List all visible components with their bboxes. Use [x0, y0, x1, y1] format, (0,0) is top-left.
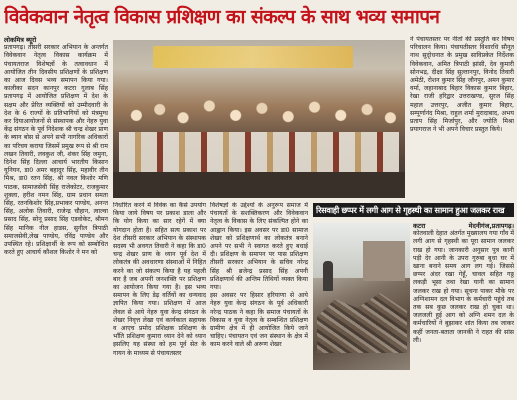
- second-article-text: कोतवाली देहात अंतर्गत मुख्यालय गया गाँव में लगी आग से गृहस्थी का पूरा सामान जलकर राख हो गया। जानकारी अनुसार पुत्र कानी पड़ी देर आनी के उपरा गुरुबा बुधा घर में खाना बनाने समय आग लग गई। जिससे छप्पर अंदर रखा गेहूँ, चावल सहित गठ्ठ लकड़ी भूसा तथा रेखा यानी का सामान जलकर राख हो गया। सूचना पाकर मौके पर अग्निशामन दल विभाग के कर्मचारी पहुंचे तब तक सब कुछ जलकर राख हो चुका था। जलजली हुई आग को अग्नि शमन दल के कर्मचारियों ने बुझाकर शांत किया तब जाकर कहीं जनता-बताता जानकी ने राहत की सांस ली।: [413, 230, 514, 344]
- byline-location: मेदनीगंज,प्रतापगढ़।: [468, 222, 514, 230]
- group-photo: [113, 40, 405, 198]
- floor-carpet: [113, 172, 405, 198]
- fire-photo: [313, 223, 410, 370]
- burnt-rubble: [317, 293, 407, 353]
- byline-place: कटरा: [413, 222, 426, 230]
- person-figure: [323, 261, 333, 291]
- article-text-col1: प्रतापगढ़। तीसरी सरकार अभियान के अन्तर्गत विवेकवान नेतृत्व विकास कार्यक्रम में पंचायतराज विशेषज्ञों के तत्वावधान में आयोजित तीन दिवसीय प्रशिक्षणों के प्रशिक्षण का आज दिवस भव्य समापन किया गया। कालीका सदन कानपुर कटरा गुलाब सिंह प्रतापगढ़ में आयोजित प्रशिक्षण में देश के सक्षम और प्रेरित व्यक्तियों को उम्मीदवारी के देश के 6 राज्यों के प्रतिभागियों को मंत्रमुग्ध कर दियाआयोजनों से संस्थापक और नेहरु युवा केंद्र संगठन के पूर्व निदेशक श्री चन्द्र शेखर प्राण के ब्यान बोस से अपने सभी नागरिक अधिकारों का परिचय कराया जिसमें प्रमुख रूप से श्री राम लखन तिवारी, लवकुश जी, शंकर सिंह जमुना, दिनेश सिंह दिल्ला आचार्य भारतीय किसान यूनियन, डा0 अमर बहादुर सिंह, महावीर तीन मिश्र, डा0 रतन सिंह, श्री नवल किशोर मणि पाठक, सामाजसेवी सिंह राजेकोटर, राजकुमार शुक्ला, हरीश नमन सिंह, ग्राम प्रधान समता सिंह, रतनकिशोर सिंह,प्रभाकर पाण्डेय, अनन्त सिंह, अलोक तिवारी, राजेन्द्र चौहान, त्वाल्वा प्रसाद सिंह, सोनू प्रसाद सिंह एडवोकेट, श्रीमन सिंह मानिक नील हाडस, सुनील त्रिपाठी समाजसेवी,लेख पाण्डेय, रविंद्र पाण्डेय और उपस्थित रहे। प्रशिक्षार्थी के रूप को सम्बोधित करते हुए आचार्य कौशल किशोर ने मन को: [4, 44, 108, 257]
- article-column-1: [4, 36, 108, 398]
- article-column-3: विशेषज्ञों के उद्देश्यों के अनुरूप समाज में पंचायतों के सशक्तिकरण और विवेकवान नेतृत्व के विकास के लिए संकल्पित होने का आह्वान किया। इस अवसर पर डा0 सामाज शेखर को प्रशिक्षणार्थ का लोकतंत्र बनाने अपने पर सभी ने स्वागत करते हुए बधाई दी। प्रशिक्षण के समापन पर पास प्रशिक्षण तीसरी सरकार अभियान के सचिव नरेन्द्र सिंह श्री ब्रजेन्द्र प्रसाद सिंह अपनी प्रशिक्षणार्थ की अन्तिम तिथियों व्यक्त किया गया। इस अवसर पर हिसार हरियाणा से आये नेहरु युवा केन्द्र संगठन के पूर्व अधिकारी नरेन्द्र पाठक ने कहा कि समाज पंचायतों के विकास व युवा नेतृत्व के सम्बन्धित प्रशिक्षण ग्रामीण क्षेत्र में ही आयोजित किये जाने चाहिए। पंचायतन एवं जन संस्थान के क्षेत्र में काम करने वाले श्री अरूण शेखर: [210, 202, 308, 349]
- seated-row: [119, 132, 399, 172]
- second-article-column: [413, 222, 514, 398]
- main-headline: विवेकवान नेतृत्व विकास प्रशिक्षण का संकल्प के साथ भव्य समापन: [4, 6, 440, 28]
- second-headline: रिसवाही छप्पर में लगी आग से गृहस्थी का सामान हुआ जलकर राख: [313, 203, 514, 217]
- banner-backdrop: [153, 46, 353, 68]
- article-column-4: ने पंचायतस्तर पर नीतों की प्रस्तुति कर विषय परिचालन किया। पंचायतीस्तर विशारधि सौनूत नाथ सुदृोधनात के प्रमुख साविप्रकेत निर्देशक विवेकवान, अमित त्रिपाठी झांसी, देव कुमारी सोनभद्र, दीक्षा सिंह सुल्तानपुर, विनोद तिवारी अमेठी, रोशन कुमार सिंह जौनपुर, अमन कुमार वर्मा, जहानाबाद बिहार विकास कुमार बिहार, रेखा राजी हरिद्वार उत्तराखण्ड, सुरज सिंह महाल उत्तरपुर, अजीत कुमार बिहार, सम्पूर्णानंद मिश्रा, राहुल शर्मा मुरादाबाद, अभय प्रताप सिंह मिर्जापुर, और ज्योति मिश्रा प्रयागराज ने भी अपने विचार प्रस्तुत किये।: [410, 36, 514, 134]
- burnt-shed: [363, 241, 405, 281]
- second-byline: [413, 222, 514, 230]
- byline: लोकमित्र ब्यूरो: [4, 36, 37, 44]
- article-column-2: निर्धारित करने में विवेक का कैसे उपयोग किया जाये विषय पर प्रकाश डाला और कि योग किया का सार रहेगें में क्या योगदान होता है। सहित सत्य प्रकाश पर देश तीसरी सरकार अभियान के संस्थापक सदस्य भी अवगत तिवारी ने कहा कि डा0 चन्द्र शेखर प्राण के ध्यान पूर्व देश में लोकतंत्र की अवधारणा संस्थाओं में निहित करने का जो संकल्प किया है यह पहली बार है जब अपनी जनशक्ति पर प्रशिक्षण का आयोजन किया गया है। इस भव्य समापन के लिए डेढ़ वर्तियों का धन्यवाद ज्ञापित किया गया। प्रशिक्षण में आज लेवल से आये नेहरु युवा केन्द्र संगठन के शेखर निवृत्त लेखा एवं कार्यकाल सहायक व आएच प्रमोद प्रशिक्षक प्रशिक्षण के भाँति प्रशिक्षण कुमारा ध्यान देने को ध्यान इसलिए यह संस्था को हम पूर्व सेत के गायन के माध्यम से पंचायतस्तर: [113, 202, 206, 357]
